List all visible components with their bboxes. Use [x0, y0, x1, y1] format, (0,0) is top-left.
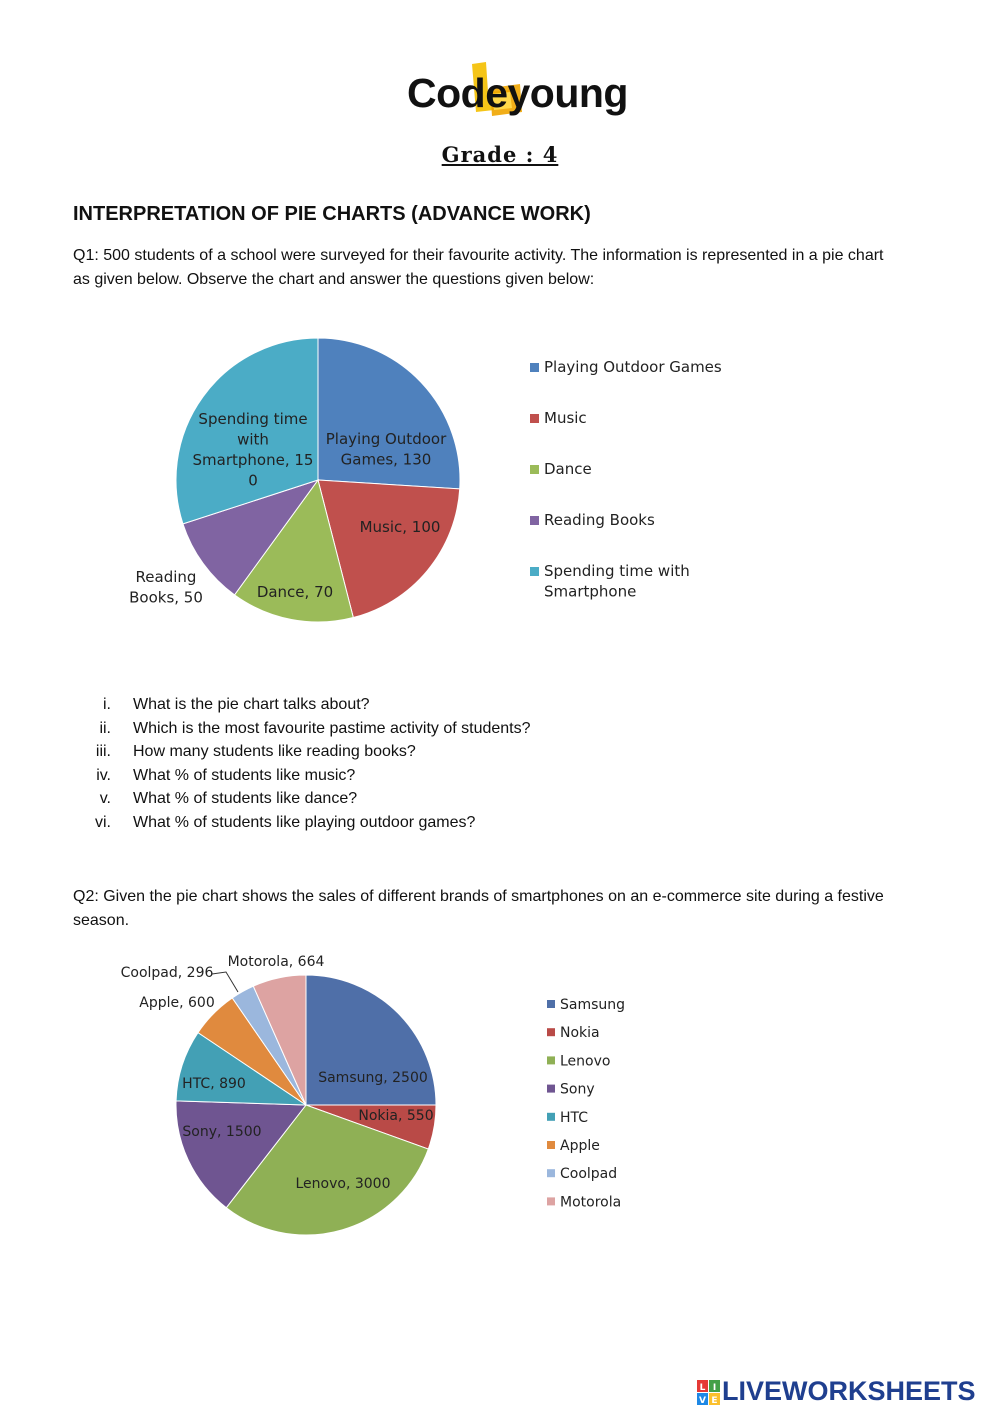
- question-text: What % of students like playing outdoor games?: [133, 813, 476, 831]
- legend-entry: Apple: [560, 1138, 600, 1154]
- legend-entry: Reading Books: [544, 511, 655, 529]
- legend-entry: HTC: [560, 1109, 589, 1126]
- legend-entry: Nokia: [560, 1025, 600, 1042]
- question-number: iv.: [96, 766, 111, 784]
- question-text: What % of students like music?: [133, 766, 356, 784]
- data-label: Coolpad, 296: [120, 965, 214, 981]
- legend-entry: Music: [544, 409, 587, 427]
- q1-prompt: Q1: 500 students of a school were surveyed for their favourite activity. The information is represented in a pie chart as given below. Observe the chart and answer the questions given below:: [73, 247, 884, 288]
- q2-prompt: Q2: Given the pie chart shows the sales of different brands of smartphones on an e-commerce site during a festive season.: [73, 888, 884, 929]
- footer-brand: LIVEWORKSHEETS: [722, 1376, 976, 1406]
- data-label: Spending time with Smartphone, 15 0: [192, 410, 314, 490]
- data-label: HTC, 890: [182, 1076, 246, 1092]
- legend-entry: Dance: [544, 460, 592, 478]
- legend-entry: Sony: [560, 1081, 595, 1098]
- legend-swatch: [547, 1197, 555, 1205]
- page-title: INTERPRETATION OF PIE CHARTS (ADVANCE WORK): [73, 203, 591, 225]
- legend-swatch: [547, 1141, 555, 1149]
- question-text: What is the pie chart talks about?: [133, 696, 370, 713]
- legend-entry: Playing Outdoor Games: [544, 358, 722, 376]
- logo-letter: E: [711, 1396, 718, 1406]
- legend-entry: Samsung: [560, 997, 626, 1013]
- data-label: Dance, 70: [256, 583, 334, 601]
- question-number: iii.: [95, 743, 111, 761]
- legend-swatch: [547, 1000, 555, 1008]
- legend-entry: Lenovo: [560, 1053, 611, 1070]
- legend-swatch: [547, 1113, 555, 1121]
- logo-letter: I: [712, 1383, 717, 1393]
- question-number: i.: [103, 696, 111, 713]
- data-label: Music, 100: [359, 518, 441, 536]
- data-label: Sony, 1500: [182, 1124, 262, 1140]
- liveworksheets-logo-icon: [697, 1380, 721, 1406]
- logo-letter: L: [699, 1383, 706, 1393]
- question-number: vi.: [95, 813, 111, 831]
- legend-swatch: [547, 1056, 555, 1064]
- question-number: ii.: [99, 719, 111, 737]
- grade-heading: Grade : 4: [441, 142, 559, 167]
- question-text: What % of students like dance?: [133, 790, 358, 808]
- legend-swatch: [547, 1085, 555, 1093]
- data-label: Lenovo, 3000: [295, 1176, 391, 1192]
- question-text: Which is the most favourite pastime activity of students?: [133, 719, 531, 737]
- data-label: Apple, 600: [139, 995, 215, 1011]
- legend-entry: Motorola: [560, 1194, 622, 1211]
- data-label: Playing Outdoor Games, 130: [325, 430, 447, 469]
- leader-line: [212, 972, 238, 992]
- legend-entry: Spending time with Smartphone: [544, 562, 690, 601]
- legend-entry: Coolpad: [560, 1166, 618, 1183]
- question-text: How many students like reading books?: [133, 743, 416, 761]
- data-label: Nokia, 550: [358, 1108, 434, 1124]
- question-number: v.: [99, 790, 111, 808]
- legend-swatch: [547, 1169, 555, 1177]
- logo-letter: V: [699, 1396, 706, 1406]
- data-label: Samsung, 2500: [318, 1070, 428, 1086]
- legend-swatch: [547, 1028, 555, 1036]
- data-label: Motorola, 664: [227, 954, 325, 970]
- data-label: Reading Books, 50: [129, 568, 203, 607]
- brand-name: Codeyoung: [407, 70, 628, 116]
